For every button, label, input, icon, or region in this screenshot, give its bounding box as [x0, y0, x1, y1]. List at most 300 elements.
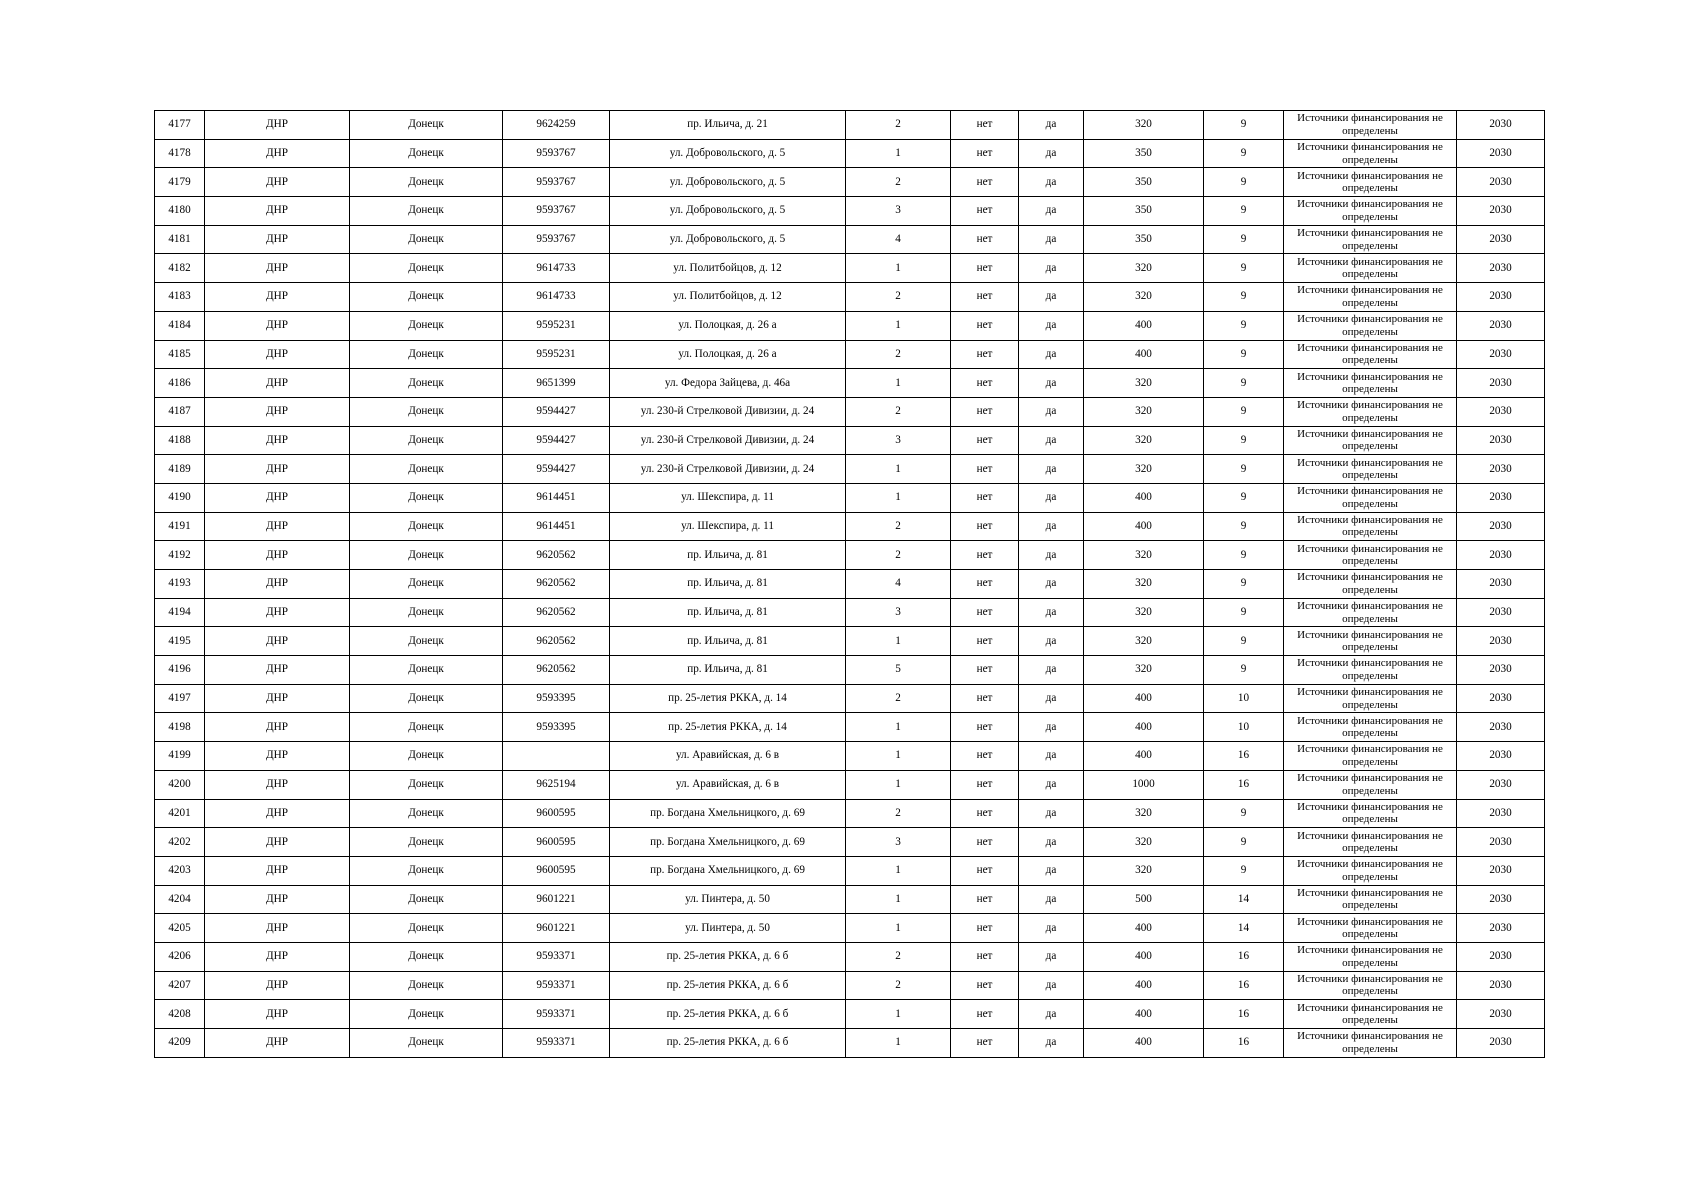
value-cell: 320	[1084, 426, 1204, 455]
region-cell: ДНР	[205, 254, 350, 283]
value-cell: 320	[1084, 856, 1204, 885]
address-cell: пр. Богдана Хмельницкого, д. 69	[610, 799, 846, 828]
entrance-cell: 1	[846, 1029, 951, 1058]
entrance-cell: 1	[846, 742, 951, 771]
region-cell: ДНР	[205, 885, 350, 914]
funding-source-cell: Источники финансирования не определены	[1284, 742, 1457, 771]
entrance-cell: 1	[846, 856, 951, 885]
entrance-cell: 2	[846, 942, 951, 971]
year-cell: 2030	[1457, 139, 1545, 168]
city-cell: Донецк	[350, 598, 503, 627]
flag-a-cell: нет	[951, 283, 1019, 312]
row-number-cell: 4208	[155, 1000, 205, 1029]
flag-a-cell: нет	[951, 598, 1019, 627]
flag-b-cell: да	[1019, 799, 1084, 828]
object-code-cell: 9620562	[503, 570, 610, 599]
value-cell: 500	[1084, 885, 1204, 914]
value-cell: 400	[1084, 971, 1204, 1000]
region-cell: ДНР	[205, 1029, 350, 1058]
floors-cell: 9	[1204, 254, 1284, 283]
funding-source-cell: Источники финансирования не определены	[1284, 856, 1457, 885]
year-cell: 2030	[1457, 570, 1545, 599]
value-cell: 400	[1084, 914, 1204, 943]
address-cell: пр. 25-летия РККА, д. 14	[610, 713, 846, 742]
year-cell: 2030	[1457, 111, 1545, 140]
table-row	[155, 283, 1545, 312]
year-cell: 2030	[1457, 197, 1545, 226]
flag-a-cell: нет	[951, 197, 1019, 226]
funding-source-cell: Источники финансирования не определены	[1284, 512, 1457, 541]
row-number-cell: 4190	[155, 483, 205, 512]
floors-cell: 9	[1204, 570, 1284, 599]
value-cell: 400	[1084, 942, 1204, 971]
funding-source-cell: Источники финансирования не определены	[1284, 942, 1457, 971]
city-cell: Донецк	[350, 139, 503, 168]
city-cell: Донецк	[350, 684, 503, 713]
object-code-cell: 9600595	[503, 799, 610, 828]
row-number-cell: 4209	[155, 1029, 205, 1058]
value-cell: 400	[1084, 340, 1204, 369]
region-cell: ДНР	[205, 168, 350, 197]
object-code-cell: 9593371	[503, 1029, 610, 1058]
region-cell: ДНР	[205, 570, 350, 599]
entrance-cell: 3	[846, 598, 951, 627]
region-cell: ДНР	[205, 627, 350, 656]
city-cell: Донецк	[350, 225, 503, 254]
flag-b-cell: да	[1019, 742, 1084, 771]
table-row	[155, 340, 1545, 369]
year-cell: 2030	[1457, 283, 1545, 312]
table-row	[155, 971, 1545, 1000]
row-number-cell: 4191	[155, 512, 205, 541]
table-row	[155, 656, 1545, 685]
entrance-cell: 1	[846, 311, 951, 340]
floors-cell: 9	[1204, 139, 1284, 168]
object-code-cell: 9620562	[503, 541, 610, 570]
table-row	[155, 770, 1545, 799]
table-row	[155, 311, 1545, 340]
city-cell: Донецк	[350, 283, 503, 312]
funding-source-cell: Источники финансирования не определены	[1284, 369, 1457, 398]
table-row	[155, 111, 1545, 140]
object-code-cell: 9601221	[503, 914, 610, 943]
flag-b-cell: да	[1019, 713, 1084, 742]
flag-a-cell: нет	[951, 914, 1019, 943]
region-cell: ДНР	[205, 197, 350, 226]
flag-b-cell: да	[1019, 942, 1084, 971]
region-cell: ДНР	[205, 311, 350, 340]
region-cell: ДНР	[205, 856, 350, 885]
table-row	[155, 512, 1545, 541]
city-cell: Донецк	[350, 311, 503, 340]
year-cell: 2030	[1457, 1029, 1545, 1058]
floors-cell: 9	[1204, 283, 1284, 312]
region-cell: ДНР	[205, 111, 350, 140]
city-cell: Донецк	[350, 828, 503, 857]
funding-source-cell: Источники финансирования не определены	[1284, 111, 1457, 140]
flag-a-cell: нет	[951, 828, 1019, 857]
value-cell: 350	[1084, 139, 1204, 168]
row-number-cell: 4207	[155, 971, 205, 1000]
table-row	[155, 942, 1545, 971]
region-cell: ДНР	[205, 942, 350, 971]
value-cell: 320	[1084, 111, 1204, 140]
floors-cell: 9	[1204, 799, 1284, 828]
row-number-cell: 4187	[155, 397, 205, 426]
year-cell: 2030	[1457, 1000, 1545, 1029]
year-cell: 2030	[1457, 340, 1545, 369]
row-number-cell: 4198	[155, 713, 205, 742]
value-cell: 350	[1084, 225, 1204, 254]
region-cell: ДНР	[205, 455, 350, 484]
value-cell: 400	[1084, 1029, 1204, 1058]
funding-source-cell: Источники финансирования не определены	[1284, 1000, 1457, 1029]
flag-a-cell: нет	[951, 713, 1019, 742]
year-cell: 2030	[1457, 598, 1545, 627]
address-cell: ул. Политбойцов, д. 12	[610, 283, 846, 312]
funding-source-cell: Источники финансирования не определены	[1284, 656, 1457, 685]
flag-a-cell: нет	[951, 111, 1019, 140]
address-cell: пр. 25-летия РККА, д. 6 б	[610, 1000, 846, 1029]
entrance-cell: 1	[846, 770, 951, 799]
flag-b-cell: да	[1019, 684, 1084, 713]
object-code-cell: 9593371	[503, 971, 610, 1000]
floors-cell: 9	[1204, 455, 1284, 484]
row-number-cell: 4177	[155, 111, 205, 140]
object-code-cell: 9593371	[503, 1000, 610, 1029]
flag-b-cell: да	[1019, 397, 1084, 426]
region-cell: ДНР	[205, 397, 350, 426]
object-code-cell: 9593767	[503, 197, 610, 226]
flag-b-cell: да	[1019, 541, 1084, 570]
flag-a-cell: нет	[951, 856, 1019, 885]
floors-cell: 9	[1204, 541, 1284, 570]
flag-b-cell: да	[1019, 340, 1084, 369]
floors-cell: 16	[1204, 1029, 1284, 1058]
year-cell: 2030	[1457, 541, 1545, 570]
floors-cell: 10	[1204, 684, 1284, 713]
floors-cell: 9	[1204, 197, 1284, 226]
row-number-cell: 4181	[155, 225, 205, 254]
flag-a-cell: нет	[951, 885, 1019, 914]
row-number-cell: 4196	[155, 656, 205, 685]
entrance-cell: 2	[846, 111, 951, 140]
address-cell: ул. Аравийская, д. 6 в	[610, 742, 846, 771]
row-number-cell: 4206	[155, 942, 205, 971]
address-cell: пр. 25-летия РККА, д. 6 б	[610, 1029, 846, 1058]
row-number-cell: 4197	[155, 684, 205, 713]
flag-a-cell: нет	[951, 168, 1019, 197]
object-code-cell: 9614451	[503, 483, 610, 512]
flag-a-cell: нет	[951, 627, 1019, 656]
year-cell: 2030	[1457, 799, 1545, 828]
flag-b-cell: да	[1019, 311, 1084, 340]
flag-b-cell: да	[1019, 512, 1084, 541]
city-cell: Донецк	[350, 656, 503, 685]
flag-b-cell: да	[1019, 283, 1084, 312]
flag-a-cell: нет	[951, 1029, 1019, 1058]
entrance-cell: 5	[846, 656, 951, 685]
floors-cell: 14	[1204, 914, 1284, 943]
flag-b-cell: да	[1019, 254, 1084, 283]
object-code-cell: 9620562	[503, 627, 610, 656]
entrance-cell: 1	[846, 713, 951, 742]
funding-source-cell: Источники финансирования не определены	[1284, 139, 1457, 168]
table-row	[155, 1029, 1545, 1058]
funding-source-cell: Источники финансирования не определены	[1284, 598, 1457, 627]
address-cell: ул. Добровольского, д. 5	[610, 168, 846, 197]
address-cell: пр. Богдана Хмельницкого, д. 69	[610, 856, 846, 885]
address-cell: ул. Пинтера, д. 50	[610, 914, 846, 943]
flag-a-cell: нет	[951, 426, 1019, 455]
year-cell: 2030	[1457, 742, 1545, 771]
funding-source-cell: Источники финансирования не определены	[1284, 828, 1457, 857]
city-cell: Донецк	[350, 942, 503, 971]
funding-source-cell: Источники финансирования не определены	[1284, 197, 1457, 226]
funding-source-cell: Источники финансирования не определены	[1284, 254, 1457, 283]
year-cell: 2030	[1457, 914, 1545, 943]
flag-a-cell: нет	[951, 799, 1019, 828]
flag-a-cell: нет	[951, 742, 1019, 771]
city-cell: Донецк	[350, 1000, 503, 1029]
address-cell: ул. Аравийская, д. 6 в	[610, 770, 846, 799]
address-cell: ул. Шекспира, д. 11	[610, 483, 846, 512]
region-cell: ДНР	[205, 742, 350, 771]
flag-b-cell: да	[1019, 111, 1084, 140]
flag-a-cell: нет	[951, 340, 1019, 369]
object-code-cell: 9614451	[503, 512, 610, 541]
region-cell: ДНР	[205, 483, 350, 512]
address-cell: ул. Добровольского, д. 5	[610, 139, 846, 168]
year-cell: 2030	[1457, 627, 1545, 656]
city-cell: Донецк	[350, 541, 503, 570]
funding-source-cell: Источники финансирования не определены	[1284, 914, 1457, 943]
row-number-cell: 4201	[155, 799, 205, 828]
table-row	[155, 168, 1545, 197]
year-cell: 2030	[1457, 713, 1545, 742]
year-cell: 2030	[1457, 971, 1545, 1000]
region-cell: ДНР	[205, 283, 350, 312]
city-cell: Донецк	[350, 483, 503, 512]
year-cell: 2030	[1457, 512, 1545, 541]
floors-cell: 16	[1204, 742, 1284, 771]
flag-a-cell: нет	[951, 311, 1019, 340]
row-number-cell: 4188	[155, 426, 205, 455]
region-cell: ДНР	[205, 971, 350, 1000]
year-cell: 2030	[1457, 885, 1545, 914]
flag-a-cell: нет	[951, 656, 1019, 685]
flag-a-cell: нет	[951, 369, 1019, 398]
entrance-cell: 1	[846, 914, 951, 943]
object-code-cell: 9614733	[503, 254, 610, 283]
table-row	[155, 684, 1545, 713]
year-cell: 2030	[1457, 942, 1545, 971]
row-number-cell: 4189	[155, 455, 205, 484]
city-cell: Донецк	[350, 426, 503, 455]
flag-b-cell: да	[1019, 483, 1084, 512]
entrance-cell: 2	[846, 168, 951, 197]
row-number-cell: 4205	[155, 914, 205, 943]
flag-b-cell: да	[1019, 168, 1084, 197]
year-cell: 2030	[1457, 856, 1545, 885]
flag-b-cell: да	[1019, 627, 1084, 656]
funding-source-cell: Источники финансирования не определены	[1284, 971, 1457, 1000]
table-row	[155, 627, 1545, 656]
address-cell: пр. 25-летия РККА, д. 6 б	[610, 942, 846, 971]
table-row	[155, 139, 1545, 168]
value-cell: 350	[1084, 168, 1204, 197]
flag-b-cell: да	[1019, 455, 1084, 484]
address-cell: пр. Ильича, д. 81	[610, 598, 846, 627]
table-row	[155, 397, 1545, 426]
table-row	[155, 742, 1545, 771]
table-row	[155, 369, 1545, 398]
object-code-cell: 9595231	[503, 311, 610, 340]
city-cell: Донецк	[350, 1029, 503, 1058]
city-cell: Донецк	[350, 397, 503, 426]
flag-a-cell: нет	[951, 1000, 1019, 1029]
floors-cell: 10	[1204, 713, 1284, 742]
object-code-cell: 9620562	[503, 598, 610, 627]
object-code-cell: 9624259	[503, 111, 610, 140]
flag-a-cell: нет	[951, 570, 1019, 599]
table-row	[155, 799, 1545, 828]
funding-source-cell: Источники финансирования не определены	[1284, 455, 1457, 484]
entrance-cell: 1	[846, 139, 951, 168]
table-row	[155, 856, 1545, 885]
table-row	[155, 570, 1545, 599]
flag-b-cell: да	[1019, 914, 1084, 943]
object-code-cell: 9593767	[503, 168, 610, 197]
entrance-cell: 4	[846, 570, 951, 599]
value-cell: 1000	[1084, 770, 1204, 799]
city-cell: Донецк	[350, 627, 503, 656]
table-row	[155, 885, 1545, 914]
row-number-cell: 4182	[155, 254, 205, 283]
funding-source-cell: Источники финансирования не определены	[1284, 483, 1457, 512]
address-cell: ул. Добровольского, д. 5	[610, 197, 846, 226]
value-cell: 400	[1084, 684, 1204, 713]
flag-b-cell: да	[1019, 1029, 1084, 1058]
flag-b-cell: да	[1019, 225, 1084, 254]
row-number-cell: 4195	[155, 627, 205, 656]
floors-cell: 16	[1204, 942, 1284, 971]
address-cell: ул. Добровольского, д. 5	[610, 225, 846, 254]
city-cell: Донецк	[350, 770, 503, 799]
flag-a-cell: нет	[951, 483, 1019, 512]
row-number-cell: 4180	[155, 197, 205, 226]
floors-cell: 9	[1204, 512, 1284, 541]
address-cell: ул. 230-й Стрелковой Дивизии, д. 24	[610, 455, 846, 484]
value-cell: 320	[1084, 541, 1204, 570]
row-number-cell: 4203	[155, 856, 205, 885]
row-number-cell: 4183	[155, 283, 205, 312]
region-cell: ДНР	[205, 139, 350, 168]
city-cell: Донецк	[350, 713, 503, 742]
city-cell: Донецк	[350, 856, 503, 885]
city-cell: Донецк	[350, 799, 503, 828]
table-row	[155, 225, 1545, 254]
value-cell: 350	[1084, 197, 1204, 226]
flag-a-cell: нет	[951, 225, 1019, 254]
city-cell: Донецк	[350, 742, 503, 771]
object-code-cell: 9620562	[503, 656, 610, 685]
region-cell: ДНР	[205, 1000, 350, 1029]
year-cell: 2030	[1457, 254, 1545, 283]
city-cell: Донецк	[350, 340, 503, 369]
flag-a-cell: нет	[951, 971, 1019, 1000]
table-row	[155, 254, 1545, 283]
object-code-cell: 9593395	[503, 684, 610, 713]
row-number-cell: 4186	[155, 369, 205, 398]
floors-cell: 9	[1204, 483, 1284, 512]
flag-b-cell: да	[1019, 197, 1084, 226]
region-cell: ДНР	[205, 684, 350, 713]
table-row	[155, 455, 1545, 484]
region-cell: ДНР	[205, 426, 350, 455]
year-cell: 2030	[1457, 656, 1545, 685]
object-code-cell: 9600595	[503, 856, 610, 885]
row-number-cell: 4193	[155, 570, 205, 599]
region-cell: ДНР	[205, 541, 350, 570]
floors-cell: 9	[1204, 856, 1284, 885]
row-number-cell: 4179	[155, 168, 205, 197]
city-cell: Донецк	[350, 971, 503, 1000]
city-cell: Донецк	[350, 254, 503, 283]
funding-source-cell: Источники финансирования не определены	[1284, 426, 1457, 455]
entrance-cell: 3	[846, 828, 951, 857]
value-cell: 400	[1084, 713, 1204, 742]
entrance-cell: 1	[846, 455, 951, 484]
flag-a-cell: нет	[951, 770, 1019, 799]
city-cell: Донецк	[350, 914, 503, 943]
row-number-cell: 4184	[155, 311, 205, 340]
entrance-cell: 2	[846, 283, 951, 312]
address-cell: пр. Ильича, д. 81	[610, 656, 846, 685]
table-row	[155, 914, 1545, 943]
region-cell: ДНР	[205, 656, 350, 685]
flag-a-cell: нет	[951, 541, 1019, 570]
object-code-cell: 9593371	[503, 942, 610, 971]
table-row	[155, 483, 1545, 512]
floors-cell: 9	[1204, 225, 1284, 254]
address-cell: пр. Ильича, д. 81	[610, 570, 846, 599]
flag-b-cell: да	[1019, 856, 1084, 885]
funding-source-cell: Источники финансирования не определены	[1284, 225, 1457, 254]
floors-cell: 9	[1204, 111, 1284, 140]
funding-source-cell: Источники финансирования не определены	[1284, 340, 1457, 369]
flag-b-cell: да	[1019, 1000, 1084, 1029]
row-number-cell: 4178	[155, 139, 205, 168]
object-code-cell: 9651399	[503, 369, 610, 398]
flag-b-cell: да	[1019, 139, 1084, 168]
funding-source-cell: Источники финансирования не определены	[1284, 799, 1457, 828]
entrance-cell: 1	[846, 885, 951, 914]
value-cell: 320	[1084, 283, 1204, 312]
row-number-cell: 4202	[155, 828, 205, 857]
region-cell: ДНР	[205, 225, 350, 254]
table-row	[155, 598, 1545, 627]
table-row	[155, 541, 1545, 570]
flag-b-cell: да	[1019, 770, 1084, 799]
entrance-cell: 2	[846, 971, 951, 1000]
entrance-cell: 2	[846, 684, 951, 713]
address-cell: ул. 230-й Стрелковой Дивизии, д. 24	[610, 397, 846, 426]
floors-cell: 14	[1204, 885, 1284, 914]
floors-cell: 9	[1204, 656, 1284, 685]
entrance-cell: 2	[846, 397, 951, 426]
city-cell: Донецк	[350, 369, 503, 398]
